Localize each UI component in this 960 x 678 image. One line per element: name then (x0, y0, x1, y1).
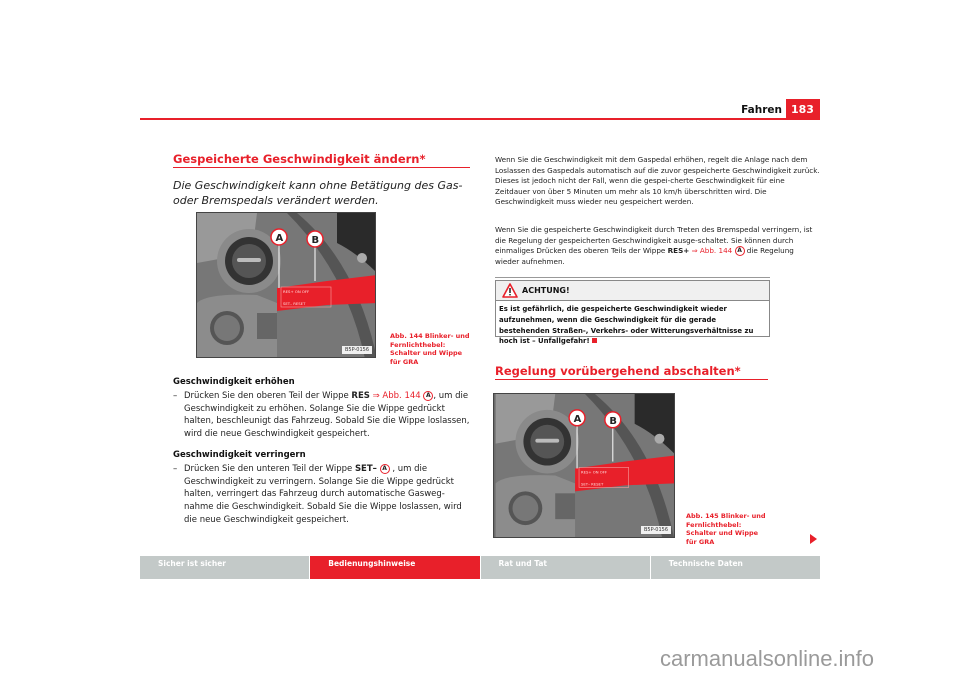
chapter-title: Fahren (741, 104, 782, 116)
list-item-increase-speed: – Drücken Sie den oberen Teil der Wippe RES ⇒ Abb. 144 A , um die Geschwindigkeit zu erhöhen. Solange Sie die Wippe gedrückt halten, beschleunigt das Fahrzeug. Sobald Sie die Wippe loslassen, wird die neue Geschwindigkeit gespeichert. (173, 391, 470, 440)
footer-tab-rat-und-tat[interactable]: Rat und Tat (481, 556, 651, 579)
warning-header (496, 281, 769, 301)
subheading-increase-speed: Geschwindigkeit erhöhen (173, 377, 295, 387)
bullet-dash: – (173, 391, 178, 401)
section-title-temporary-disable: Regelung vorübergehend abschalten* (495, 364, 741, 378)
svg-text:A: A (275, 233, 284, 244)
warning-triangle-icon (502, 283, 518, 298)
warning-title: ACHTUNG! (522, 286, 570, 295)
header-divider (140, 118, 820, 120)
footer-tab-sicher-ist-sicher[interactable]: Sicher ist sicher (140, 556, 310, 579)
figure-144-image (196, 212, 376, 358)
section-intro: Die Geschwindigkeit kann ohne Betätigung des Gas- oder Bremspedals verändert werden. (173, 179, 463, 207)
list-item-decrease-speed: – Drücken Sie den unteren Teil der Wippe SET– A , um die Geschwindigkeit zu verringern. Solange Sie die Wippe gedrückt halten, verringert das Fahrzeug durch automatische Gasweg-nahme die Geschwindigkeit. Sobald Sie die Wippe loslassen, wird die neue Geschwindigkeit gespeichert. (173, 464, 462, 525)
page-number: 183 (786, 99, 820, 119)
bullet-dash: – (173, 464, 178, 474)
paragraph-gas-pedal: Wenn Sie die Geschwindigkeit mit dem Gaspedal erhöhen, regelt die Anlage nach dem Loslassen des Gaspedals automatisch auf die zuvor gespeicherte Geschwindigkeit zurück. Dieses ist jedoch nicht der Fall, wenn die gespei-cherte Geschwindigkeit für eine Zeitdauer von über 5 Minuten um mehr als 10 km/h überschritten wird. Die Geschwindigkeit muss wieder neu gespeichert werden. (495, 155, 820, 206)
steering-stalk-illustration (494, 394, 675, 538)
next-page-arrow-icon[interactable] (810, 534, 817, 544)
footer-tab-bedienungshinweise[interactable]: Bedienungshinweise (310, 556, 480, 579)
callout-a-icon: A (380, 464, 390, 474)
footer-navigation (140, 556, 820, 579)
section-end-icon (592, 338, 597, 343)
figure-reference-link[interactable]: ⇒ Abb. 144 (691, 246, 733, 255)
svg-text:SET– RESET: SET– RESET (283, 301, 306, 306)
svg-text:RES+ ON OFF: RES+ ON OFF (581, 470, 608, 475)
figure-code: B5P-0156 (342, 346, 372, 354)
figure-145-image (493, 393, 675, 538)
figure-145-caption: Abb. 145 Blinker- und Fernlichthebel: Schalter und Wippe für GRA (686, 512, 766, 546)
steering-stalk-illustration (197, 213, 376, 358)
warning-divider (495, 277, 770, 278)
footer-tab-technische-daten[interactable]: Technische Daten (651, 556, 820, 579)
figure-code: B5P-0156 (641, 526, 671, 534)
warning-text: Es ist gefährlich, die gespeicherte Geschwindigkeit wieder aufzunehmen, wenn die Geschwindigkeit für die gerade bestehenden Straßen-, Verkehrs- oder Witterungsverhältnisse zu hoch ist – Unfallgefahr! (499, 305, 754, 346)
figure-144-caption: Abb. 144 Blinker- und Fernlichthebel: Schalter und Wippe für GRA (390, 332, 470, 366)
section-title-change-speed: Gespeicherte Geschwindigkeit ändern* (173, 152, 426, 166)
subheading-decrease-speed: Geschwindigkeit verringern (173, 450, 306, 460)
svg-text:SET– RESET: SET– RESET (581, 482, 604, 487)
section-divider (495, 379, 768, 380)
callout-a-icon: A (735, 246, 745, 256)
svg-text:B: B (609, 415, 617, 427)
svg-text:RES+ ON OFF: RES+ ON OFF (283, 289, 310, 294)
warning-box (495, 280, 770, 346)
svg-text:B: B (311, 235, 320, 246)
callout-a-icon: A (423, 391, 433, 401)
svg-text:A: A (573, 413, 582, 425)
section-divider (173, 167, 470, 168)
watermark: carmanualsonline.info (660, 646, 875, 671)
paragraph-brake-pedal: Wenn Sie die gespeicherte Geschwindigkeit durch Treten des Bremspedal verringern, ist die Regelung der gespeicherten Geschwindigkeit ausge-schaltet. Sie können durch einmaliges Drücken des oberen Teils der Wippe RES+ ⇒ Abb. 144 A die Regelung wieder aufnehmen. (495, 225, 813, 266)
figure-reference-link[interactable]: ⇒ Abb. 144 (372, 391, 421, 401)
